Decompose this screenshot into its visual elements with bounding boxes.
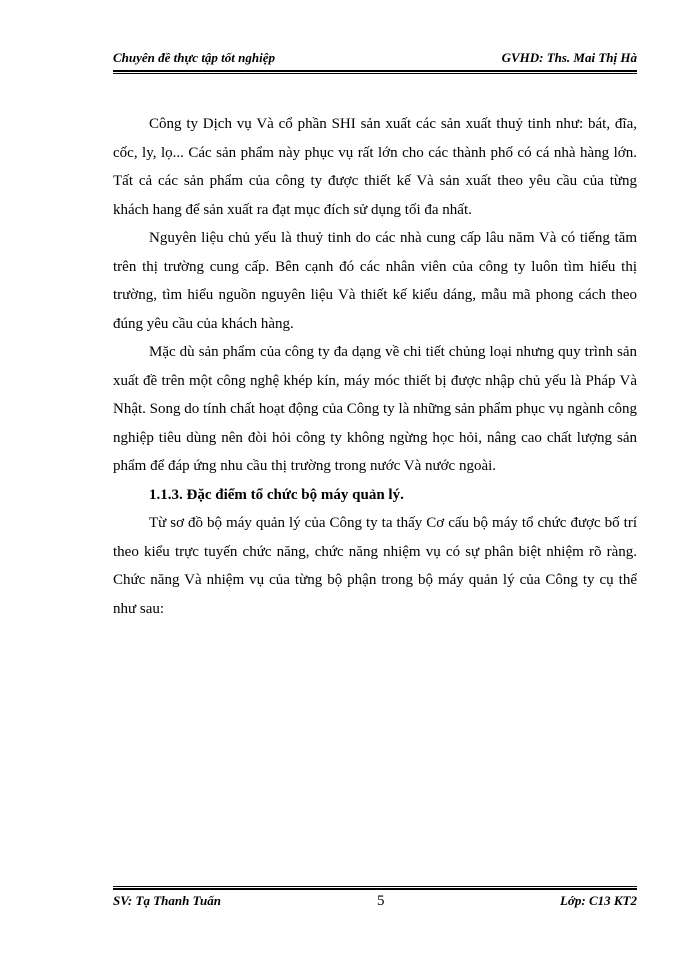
page-footer [113,893,637,913]
paragraph-technology: Mặc dù sản phẩm của công ty đa dạng về chi tiết chủng loại nhưng quy trình sản xuất đề trên một công nghệ khép kín, máy móc thiết bị được nhập chủ yếu là Pháp Và Nhật. Song do tính chất hoạt động của Công ty là những sản phẩm phục vụ ngành công nghiệp tiêu dùng nên đòi hỏi công ty không ngừng học hỏi, nâng cao chất lượng sản phẩm để đáp ứng nhu cầu thị trường trong nước Và nước ngoài. [113,344,637,474]
header-course-title: Chuyên đề thực tập tốt nghiệp [113,50,275,65]
header-supervisor: GVHD: Ths. Mai Thị Hà [501,50,637,65]
footer-class: Lớp: C13 KT2 [559,893,637,908]
paragraph-materials: Nguyên liệu chủ yếu là thuỷ tinh do các nhà cung cấp lâu năm Và có tiếng tăm trên thị trường cung cấp. Bên cạnh đó các nhân viên của công ty luôn tìm hiểu thị trường, tìm hiểu nguồn nguyên liệu Và thiết kế kiểu dáng, mẫu mã phong cách theo đúng yêu cầu của khách hàng. [113,230,637,332]
header-rule [113,70,637,72]
footer-student: SV: Tạ Thanh Tuấn [113,893,222,908]
paragraph-products: Công ty Dịch vụ Và cổ phần SHI sản xuất các sản xuất thuỷ tinh như: bát, đĩa, cốc, ly, lọ... Các sản phẩm này phục vụ rất lớn cho các thành phố có cá nhà hàng lớn. Tất cả các sản phẩm của công ty được thiết kế Và sản xuất theo yêu cầu của từng khách hang để sản xuất ra đạt mục đích sử dụng tối đa nhất. [113,116,637,218]
header-rule-thin [113,73,637,74]
page-header [113,50,637,70]
section-heading: 1.1.3. Đặc điểm tổ chức bộ máy quản lý. [149,486,404,503]
footer-rule [113,888,637,890]
footer-rule-thin [113,886,637,887]
paragraph-organization: Từ sơ đồ bộ máy quản lý của Công ty ta thấy Cơ cấu bộ máy tổ chức được bố trí theo kiểu trực tuyến chức năng, chức năng nhiệm vụ có sự phân biệt nhiệm rõ ràng. Chức năng Và nhiệm vụ của từng bộ phận trong bộ máy quản lý của Công ty cụ thể như sau: [113,515,637,617]
document-body [113,110,637,623]
page-number: 5 [377,893,385,909]
